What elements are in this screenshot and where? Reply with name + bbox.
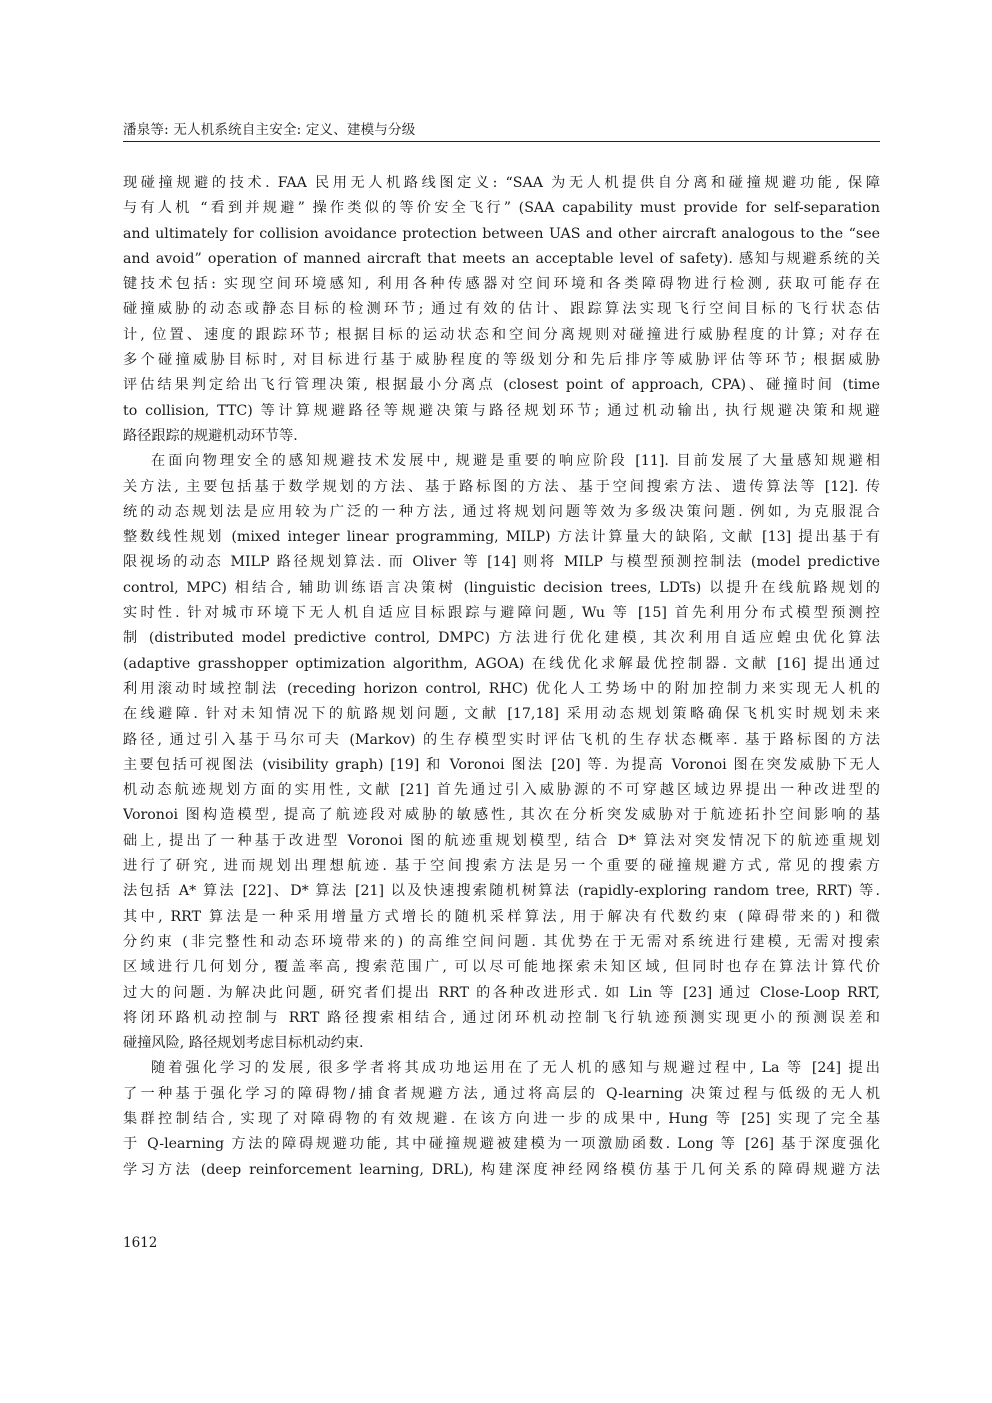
page-number: 1612 <box>123 1235 158 1251</box>
text-line: 碰撞威胁的动态或静态目标的检测环节; 通过有效的估计、跟踪算法实现飞行空间目标的飞行状态估 <box>123 301 880 318</box>
text-line: 主要包括可视图法 (visibility graph) [19] 和 Voronoi 图法 [20] 等. 为提高 Voronoi 图在突发威胁下无人 <box>123 756 880 773</box>
paragraph <box>123 171 880 449</box>
text-line: 评估结果判定给出飞行管理决策, 根据最小分离点 (closest point of approach, CPA)、碰撞时间 (time <box>123 377 880 394</box>
text-line: 学习方法 (deep reinforcement learning, DRL), 构建深度神经网络模仿基于几何关系的障碍规避方法 <box>123 1161 880 1178</box>
text-line: 路径跟踪的规避机动环节等. <box>123 427 298 444</box>
text-line: 多个碰撞威胁目标时, 对目标进行基于威胁程度的等级划分和先后排序等威胁评估等环节; 根据威胁 <box>123 352 880 369</box>
text-line: 其中, RRT 算法是一种采用增量方式增长的随机采样算法, 用于解决有代数约束 (障碍带来的) 和微 <box>123 908 880 925</box>
text-line: 在线避障. 针对未知情况下的航路规划问题, 文献 [17,18] 采用动态规划策略确保飞机实时规划未来 <box>123 706 880 723</box>
text-line: 碰撞风险, 路径规划考虑目标机动约束. <box>123 1035 364 1052</box>
text-line: 将闭环路机动控制与 RRT 路径搜索相结合, 通过闭环机动控制飞行轨迹预测实现更小的预测误差和 <box>123 1009 880 1026</box>
text-line: 路径, 通过引入基于马尔可夫 (Markov) 的生存模型实时评估飞机的生存状态概率. 基于路标图的方法 <box>123 731 880 748</box>
text-line: 整数线性规划 (mixed integer linear programming, MILP) 方法计算量大的缺陷, 文献 [13] 提出基于有 <box>123 529 880 546</box>
text-line: 限视场的动态 MILP 路径规划算法. 而 Oliver 等 [14] 则将 MILP 与模型预测控制法 (model predictive <box>123 554 880 571</box>
text-line: 法包括 A* 算法 [22]、D* 算法 [21] 以及快速搜索随机树算法 (rapidly-exploring random tree, RRT) 等. <box>123 883 880 900</box>
text-line: Voronoi 图构造模型, 提高了航迹段对威胁的敏感性, 其次在分析突发威胁对于航迹拓扑空间影响的基 <box>123 807 880 824</box>
text-line: 机动态航迹规划方面的实用性, 文献 [21] 首先通过引入威胁源的不可穿越区域边界提出一种改进型的 <box>123 782 880 799</box>
text-line: 利用滚动时域控制法 (receding horizon control, RHC) 优化人工势场中的附加控制力来实现无人机的 <box>123 680 880 697</box>
text-line: 了一种基于强化学习的障碍物/捕食者规避方法, 通过将高层的 Q-learning 决策过程与低级的无人机 <box>123 1085 880 1102</box>
text-line: 在面向物理安全的感知规避技术发展中, 规避是重要的响应阶段 [11]. 目前发展了大量感知规避相 <box>151 453 880 470</box>
text-line: 过大的问题. 为解决此问题, 研究者们提出 RRT 的各种改进形式. 如 Lin 等 [23] 通过 Close-Loop RRT, <box>123 984 880 1001</box>
text-line: 键技术包括: 实现空间环境感知, 利用各种传感器对空间环境和各类障碍物进行检测, 获取可能存在 <box>123 276 880 293</box>
text-line: (adaptive grasshopper optimization algorithm, AGOA) 在线优化求解最优控制器. 文献 [16] 提出通过 <box>123 655 880 672</box>
text-line: 进行了研究, 进而规划出理想航迹. 基于空间搜索方法是另一个重要的碰撞规避方式, 常见的搜索方 <box>123 858 880 875</box>
text-line: control, MPC) 相结合, 辅助训练语言决策树 (linguistic decision trees, LDTs) 以提升在线航路规划的 <box>123 579 880 596</box>
text-line: to collision, TTC) 等计算规避路径等规避决策与路径规划环节; 通过机动输出, 执行规避决策和规避 <box>123 402 880 419</box>
text-line: 础上, 提出了一种基于改进型 Voronoi 图的航迹重规划模型, 结合 D* 算法对突发情况下的航迹重规划 <box>123 832 880 849</box>
text-line: and ultimately for collision avoidance protection between UAS and other aircraft analogous to the “see <box>123 225 880 242</box>
paragraph <box>123 449 880 1056</box>
running-title: 潘泉等: 无人机系统自主安全: 定义、建模与分级 <box>123 122 416 138</box>
text-line: 现碰撞规避的技术. FAA 民用无人机路线图定义: “SAA 为无人机提供自分离和碰撞规避功能, 保障 <box>123 175 880 191</box>
text-line: 制 (distributed model predictive control, DMPC) 方法进行优化建模, 其次利用自适应蝗虫优化算法 <box>123 630 880 647</box>
text-line: 计, 位置、速度的跟踪环节; 根据目标的运动状态和空间分离规则对碰撞进行威胁程度的计算; 对存在 <box>123 326 880 343</box>
text-line: 统的动态规划法是应用较为广泛的一种方法, 通过将规划问题等效为多级决策问题. 例如, 为克服混合 <box>123 503 880 520</box>
text-line: 集群控制结合, 实现了对障碍物的有效规避. 在该方向进一步的成果中, Hung 等 [25] 实现了完全基 <box>123 1110 880 1127</box>
text-line: and avoid” operation of manned aircraft that meets an acceptable level of safety). 感知与规避系统的关 <box>123 250 880 267</box>
text-line: 随着强化学习的发展, 很多学者将其成功地运用在了无人机的感知与规避过程中, La 等 [24] 提出 <box>151 1060 880 1077</box>
text-line: 分约束 (非完整性和动态环境带来的) 的高维空间问题. 其优势在于无需对系统进行建模, 无需对搜索 <box>123 933 880 950</box>
main-text <box>123 171 880 1183</box>
text-line: 与有人机 “看到并规避” 操作类似的等价安全飞行” (SAA capability must provide for self-separation <box>123 200 880 217</box>
text-line: 于 Q-learning 方法的障碍规避功能, 其中碰撞规避被建模为一项激励函数. Long 等 [26] 基于深度强化 <box>123 1136 880 1153</box>
header-rule <box>123 141 880 142</box>
paragraph <box>123 1056 880 1182</box>
text-line: 关方法, 主要包括基于数学规划的方法、基于路标图的方法、基于空间搜索方法、遗传算法等 [12]. 传 <box>123 478 880 495</box>
text-line: 区域进行几何划分, 覆盖率高, 搜索范围广, 可以尽可能地探索未知区域, 但同时也存在算法计算代价 <box>123 959 880 976</box>
text-line: 实时性. 针对城市环境下无人机自适应目标跟踪与避障问题, Wu 等 [15] 首先利用分布式模型预测控 <box>123 605 880 622</box>
